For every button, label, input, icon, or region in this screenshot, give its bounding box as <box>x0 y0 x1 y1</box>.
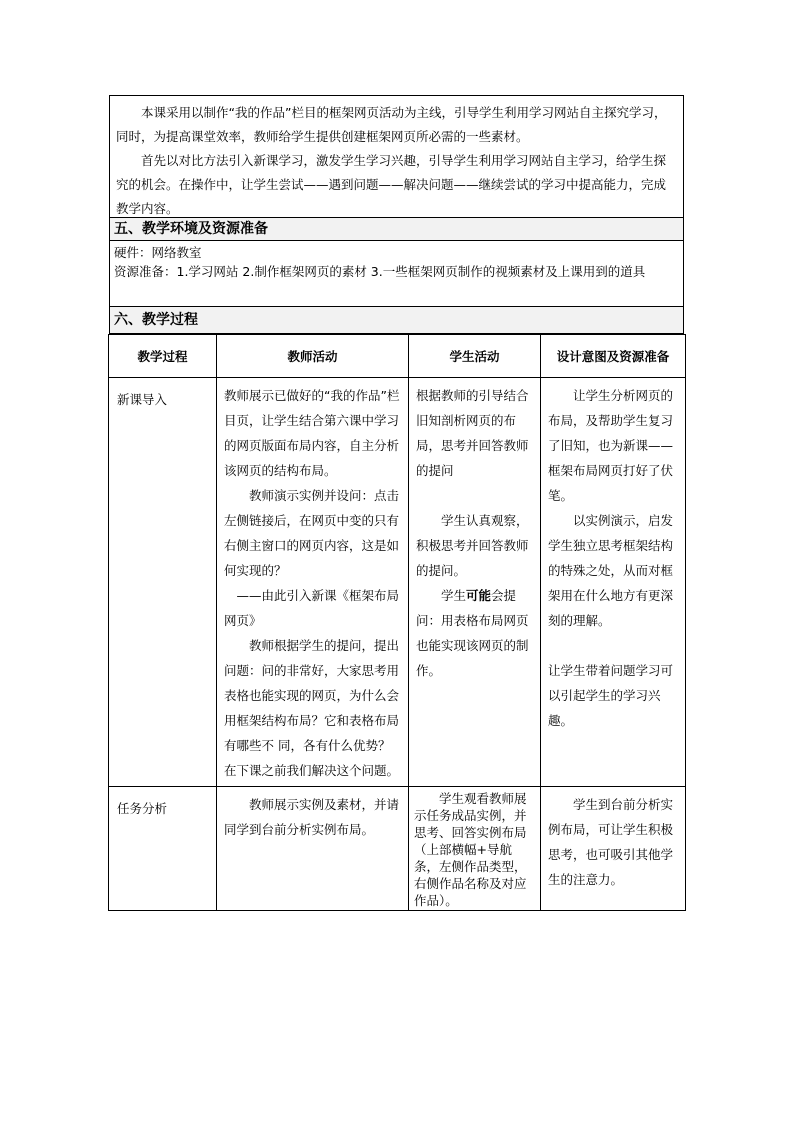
intro-section <box>109 95 684 217</box>
resources-line: 资源准备：1.学习网站 2.制作框架网页的素材 3.一些框架网页制作的视频素材及上课用到的道具 <box>114 264 646 279</box>
design-paragraph: 让学生分析网页的布局，及帮助学生复习了旧知，也为新课——框架布局网页打好了伏笔。 <box>548 388 674 503</box>
table-header-row <box>109 335 686 378</box>
teacher-paragraph: 教师根据学生的提问，提出问题：问的非常好，大家思考用表格也能实现的网页，为什么会用框架结构布局？它和表格布局有哪些不 同，各有什么优势？在下课之前我们解决这个问题。 <box>224 638 400 778</box>
lesson-plan-document <box>109 95 684 911</box>
teacher-paragraph: 教师展示已做好的“我的作品”栏目页，让学生结合第六课中学习的网页版面布局内容，自主分析该网页的结构布局。 <box>224 388 400 478</box>
teaching-process-table <box>108 334 686 911</box>
stage-cell: 任务分析 <box>109 787 217 911</box>
hardware-line: 硬件：网络教室 <box>114 245 202 260</box>
column-header-teacher: 教师活动 <box>217 335 409 378</box>
teacher-paragraph: 教师演示实例并设问：点击左侧链接后，在网页中变的只有右侧主窗口的网页内容，这是如何实现的？ <box>224 488 400 578</box>
column-header-student: 学生活动 <box>409 335 541 378</box>
column-header-design: 设计意图及资源准备 <box>541 335 686 378</box>
student-text: 学生 <box>441 588 467 603</box>
section-5 <box>109 217 684 334</box>
column-header-stage: 教学过程 <box>109 335 217 378</box>
stage-cell: 新课导入 <box>109 378 217 787</box>
teacher-paragraph: ——由此引入新课《框架布局网页》 <box>224 588 400 628</box>
teacher-paragraph: 教师展示实例及素材，并请同学到台前分析实例布局。 <box>224 797 400 837</box>
design-paragraph: 学生到台前分析实例布局，可让学生积极思考，也可吸引其他学生的注意力。 <box>548 797 674 887</box>
design-paragraph: 以实例演示，启发学生独立思考框架结构的特殊之处，从而对框架用在什么地方有更深刻的理解。 <box>548 513 674 628</box>
student-activity-cell <box>409 787 541 911</box>
student-paragraph <box>416 583 533 683</box>
student-paragraph: 根据教师的引导结合旧知剖析网页的布局，思考并回答教师的提问 <box>416 388 529 478</box>
emphasis-text: 可能 <box>466 588 492 603</box>
section-5-heading: 五、教学环境及资源准备 <box>110 217 683 240</box>
intro-paragraph-2: 首先以对比方法引入新课学习，激发学生学习兴趣，引导学生利用学习网站自主学习，给学生探究的机会。在操作中，让学生尝试——遇到问题——解决问题——继续尝试的学习中提高能力，完成教学内容。 <box>116 153 667 216</box>
student-paragraph: 学生观看教师展示任务成品实例，并思考、回答实例布局（上部横幅+导航条，左侧作品类型，右侧作品名称及对应作品）。 <box>414 791 527 908</box>
design-intent-cell <box>541 378 686 787</box>
student-text: 会提问：用表格布局网页也能实现该网页的制作。 <box>416 588 529 678</box>
design-intent-cell <box>541 787 686 911</box>
design-paragraph: 让学生带着问题学习可以引起学生的学习兴趣。 <box>548 663 674 728</box>
table-row <box>109 378 686 787</box>
teacher-activity-cell <box>217 787 409 911</box>
student-activity-cell <box>409 378 541 787</box>
intro-paragraph-1: 本课采用以制作“我的作品”栏目的框架网页活动为主线，引导学生利用学习网站自主探究学习，同时，为提高课堂效率，教师给学生提供创建框架网页所必需的一些素材。 <box>116 105 667 144</box>
student-paragraph: 学生认真观察，积极思考并回答教师的提问。 <box>416 513 529 578</box>
section-6-heading: 六、教学过程 <box>110 306 683 333</box>
resource-block <box>110 240 683 306</box>
teacher-activity-cell <box>217 378 409 787</box>
table-row <box>109 787 686 911</box>
